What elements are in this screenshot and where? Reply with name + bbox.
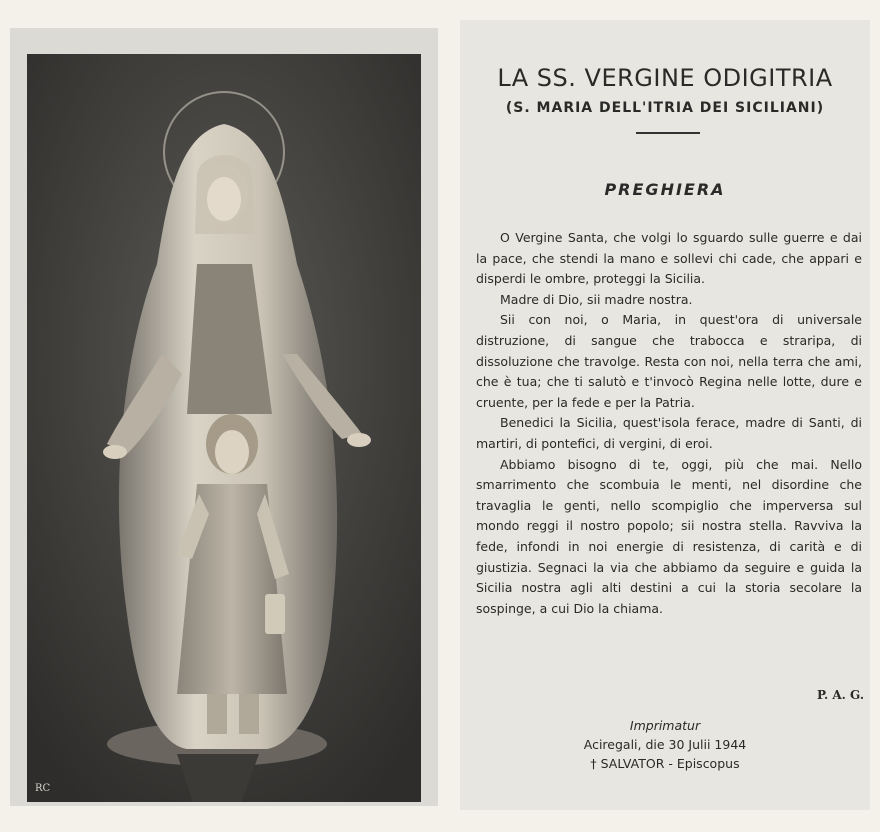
statue-photo xyxy=(27,54,421,802)
imprimatur-bishop: † SALVATOR - Episcopus xyxy=(590,756,740,771)
prayer-paragraph: O Vergine Santa, che volgi lo sguardo sulle guerre e dai la pace, che stendi la mano e sollevi chi cade, che appari e disperdi le ombre, proteggi la Sicilia. xyxy=(476,230,862,287)
imprimatur-block xyxy=(460,716,870,773)
photo-monogram: RC xyxy=(35,783,51,794)
prayer-text xyxy=(476,228,862,619)
imprimatur-place-date: Aciregali, die 30 Julii 1944 xyxy=(583,737,747,752)
prayer-paragraph: Sii con noi, o Maria, in quest'ora di universale distruzione, di sangue che trabocca e straripa, di dissoluzione che travolge. Resta con noi, nella terra che ami, che è tua; che ti salutò e t'invocò Regina nelle lotte, dure e cruente, per la fede e per la Patria. xyxy=(476,312,862,410)
statue-photo-card xyxy=(10,28,438,806)
title-divider xyxy=(636,132,700,134)
imprimatur-label: Imprimatur xyxy=(629,718,701,733)
prayer-card xyxy=(460,20,870,810)
prayer-paragraph: Benedici la Sicilia, quest'isola ferace, madre di Santi, di martiri, di pontefici, di vergini, di eroi. xyxy=(476,415,862,451)
prayer-heading: PREGHIERA xyxy=(604,180,726,199)
author-initials: P. A. G. xyxy=(816,688,864,702)
card-title: LA SS. VERGINE ODIGITRIA xyxy=(497,64,833,92)
card-subtitle: (S. MARIA DELL'ITRIA DEI SICILIANI) xyxy=(505,100,825,116)
prayer-paragraph: Madre di Dio, sii madre nostra. xyxy=(500,291,693,307)
prayer-paragraph: Abbiamo bisogno di te, oggi, più che mai. Nello smarrimento che scombuia le menti, nel disordine che travaglia le genti, nello scompiglio che imperversa sul mondo reggi il nostro popolo; sii nostra stella. Ravviva la fede, infondi in noi energie di resistenza, di carità e di giustizia. Segnaci la via che abbiamo da seguire e guida la Sicilia nostra agli alti destini a cui la storia secolare la sospinge, a cui Dio la chiama. xyxy=(476,456,862,616)
statue-illustration xyxy=(27,54,421,802)
